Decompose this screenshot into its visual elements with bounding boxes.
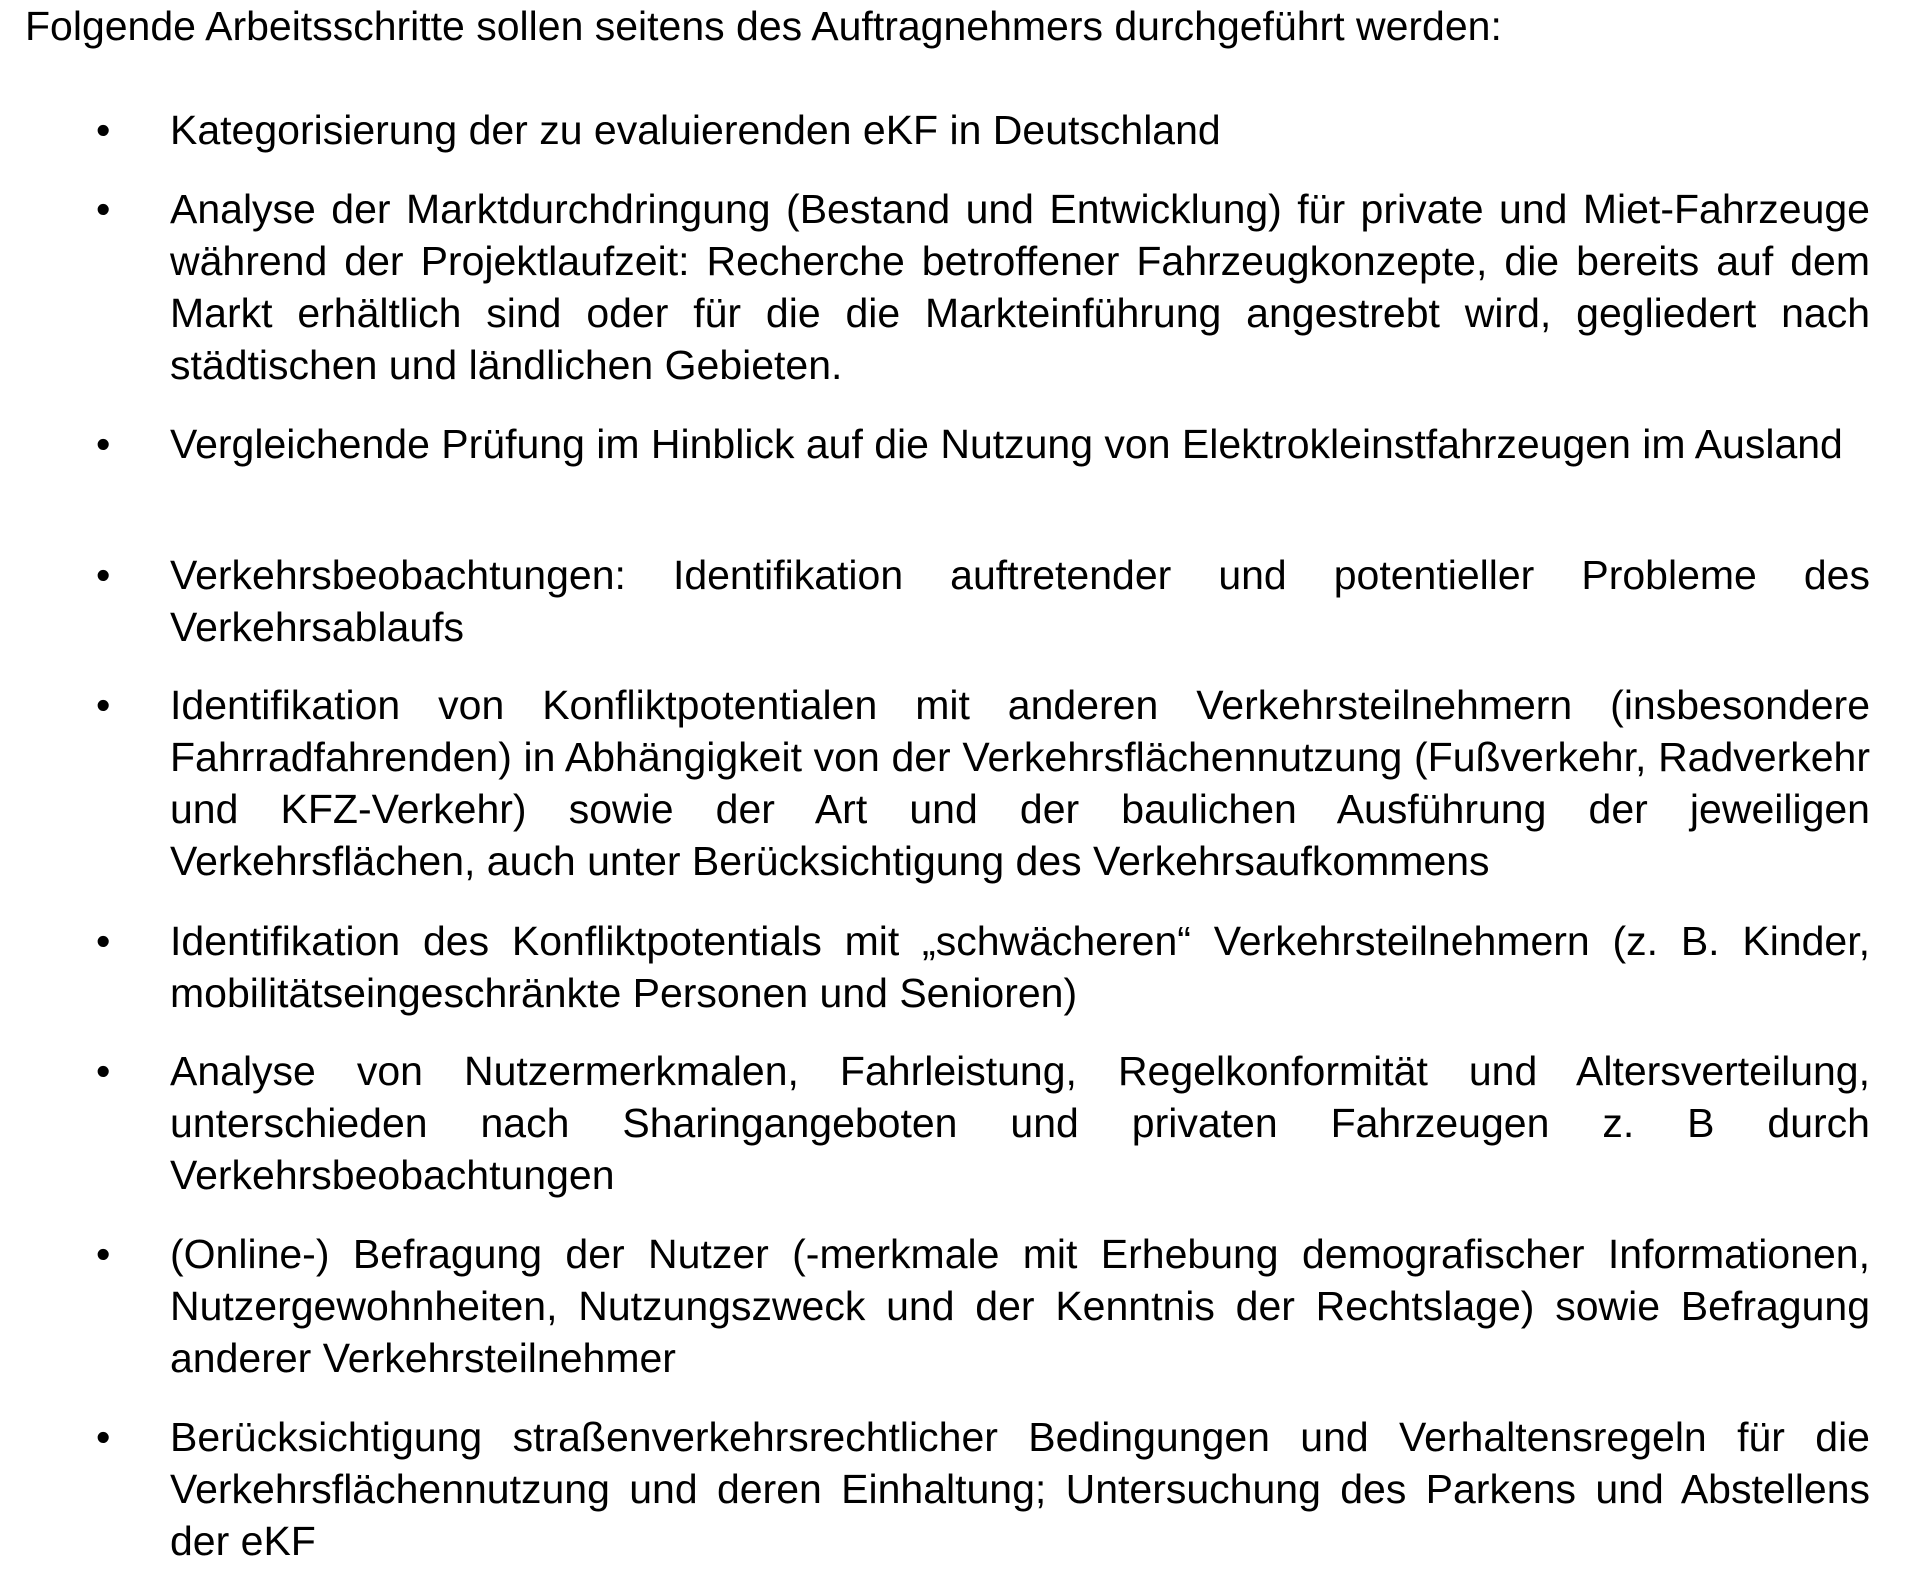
list-item-text: Berücksichtigung straßenverkehrsrechtlicher Bedingungen und Verhaltensregeln für die Verkehrsflächennutzung und deren Einhaltung; Untersuchung des Parkens und Abstellens der eKF bbox=[170, 1414, 1870, 1564]
bullet-icon: • bbox=[96, 186, 111, 232]
list-item-text: (Online-) Befragung der Nutzer (-merkmale mit Erhebung demografischer Informationen, Nutzergewohnheiten, Nutzungszweck und der Kenntnis der Rechtslage) sowie Befragung anderer Verkehrsteilnehmer bbox=[170, 1231, 1870, 1381]
bullet-icon: • bbox=[96, 1414, 111, 1460]
bullet-icon: • bbox=[96, 1048, 111, 1094]
bullet-icon: • bbox=[96, 421, 111, 467]
bullet-icon: • bbox=[96, 552, 111, 598]
list-item-text: Verkehrsbeobachtungen: Identifikation auftretender und potentieller Probleme des Verkehrsablaufs bbox=[170, 552, 1870, 650]
list-item-text: Vergleichende Prüfung im Hinblick auf die Nutzung von Elektrokleinstfahrzeugen im Ausland bbox=[170, 421, 1843, 467]
intro-text: Folgende Arbeitsschritte sollen seitens des Auftragnehmers durchgeführt werden: bbox=[25, 3, 1502, 49]
list-item-text: Analyse der Marktdurchdringung (Bestand und Entwicklung) für private und Miet-Fahrzeuge während der Projektlaufzeit: Recherche betroffener Fahrzeugkonzepte, die bereits auf dem Markt erhältlich sind oder für die die Markteinführung angestrebt wird, gegliedert nach städtischen und ländlichen Gebieten. bbox=[170, 186, 1870, 388]
list-item-text: Kategorisierung der zu evaluierenden eKF in Deutschland bbox=[170, 107, 1221, 153]
bullet-icon: • bbox=[96, 682, 111, 728]
bullet-icon: • bbox=[96, 1231, 111, 1277]
list-item-text: Identifikation des Konfliktpotentials mit „schwächeren“ Verkehrsteilnehmern (z. B. Kinder, mobilitätseingeschränkte Personen und Senioren) bbox=[170, 918, 1870, 1016]
list-item-text: Identifikation von Konfliktpotentialen mit anderen Verkehrsteilnehmern (insbesondere Fahrradfahrenden) in Abhängigkeit von der Verkehrsflächennutzung (Fußverkehr, Radverkehr und KFZ-Verkehr) sowie der Art und der baulichen Ausführung der jeweiligen Verkehrsflächen, auch unter Berücksichtigung des Verkehrsaufkommens bbox=[170, 682, 1870, 884]
bullet-icon: • bbox=[96, 107, 111, 153]
list-item-text: Analyse von Nutzermerkmalen, Fahrleistung, Regelkonformität und Altersverteilung, unterschieden nach Sharingangeboten und privaten Fahrzeugen z. B durch Verkehrsbeobachtungen bbox=[170, 1048, 1870, 1198]
bullet-icon: • bbox=[96, 918, 111, 964]
